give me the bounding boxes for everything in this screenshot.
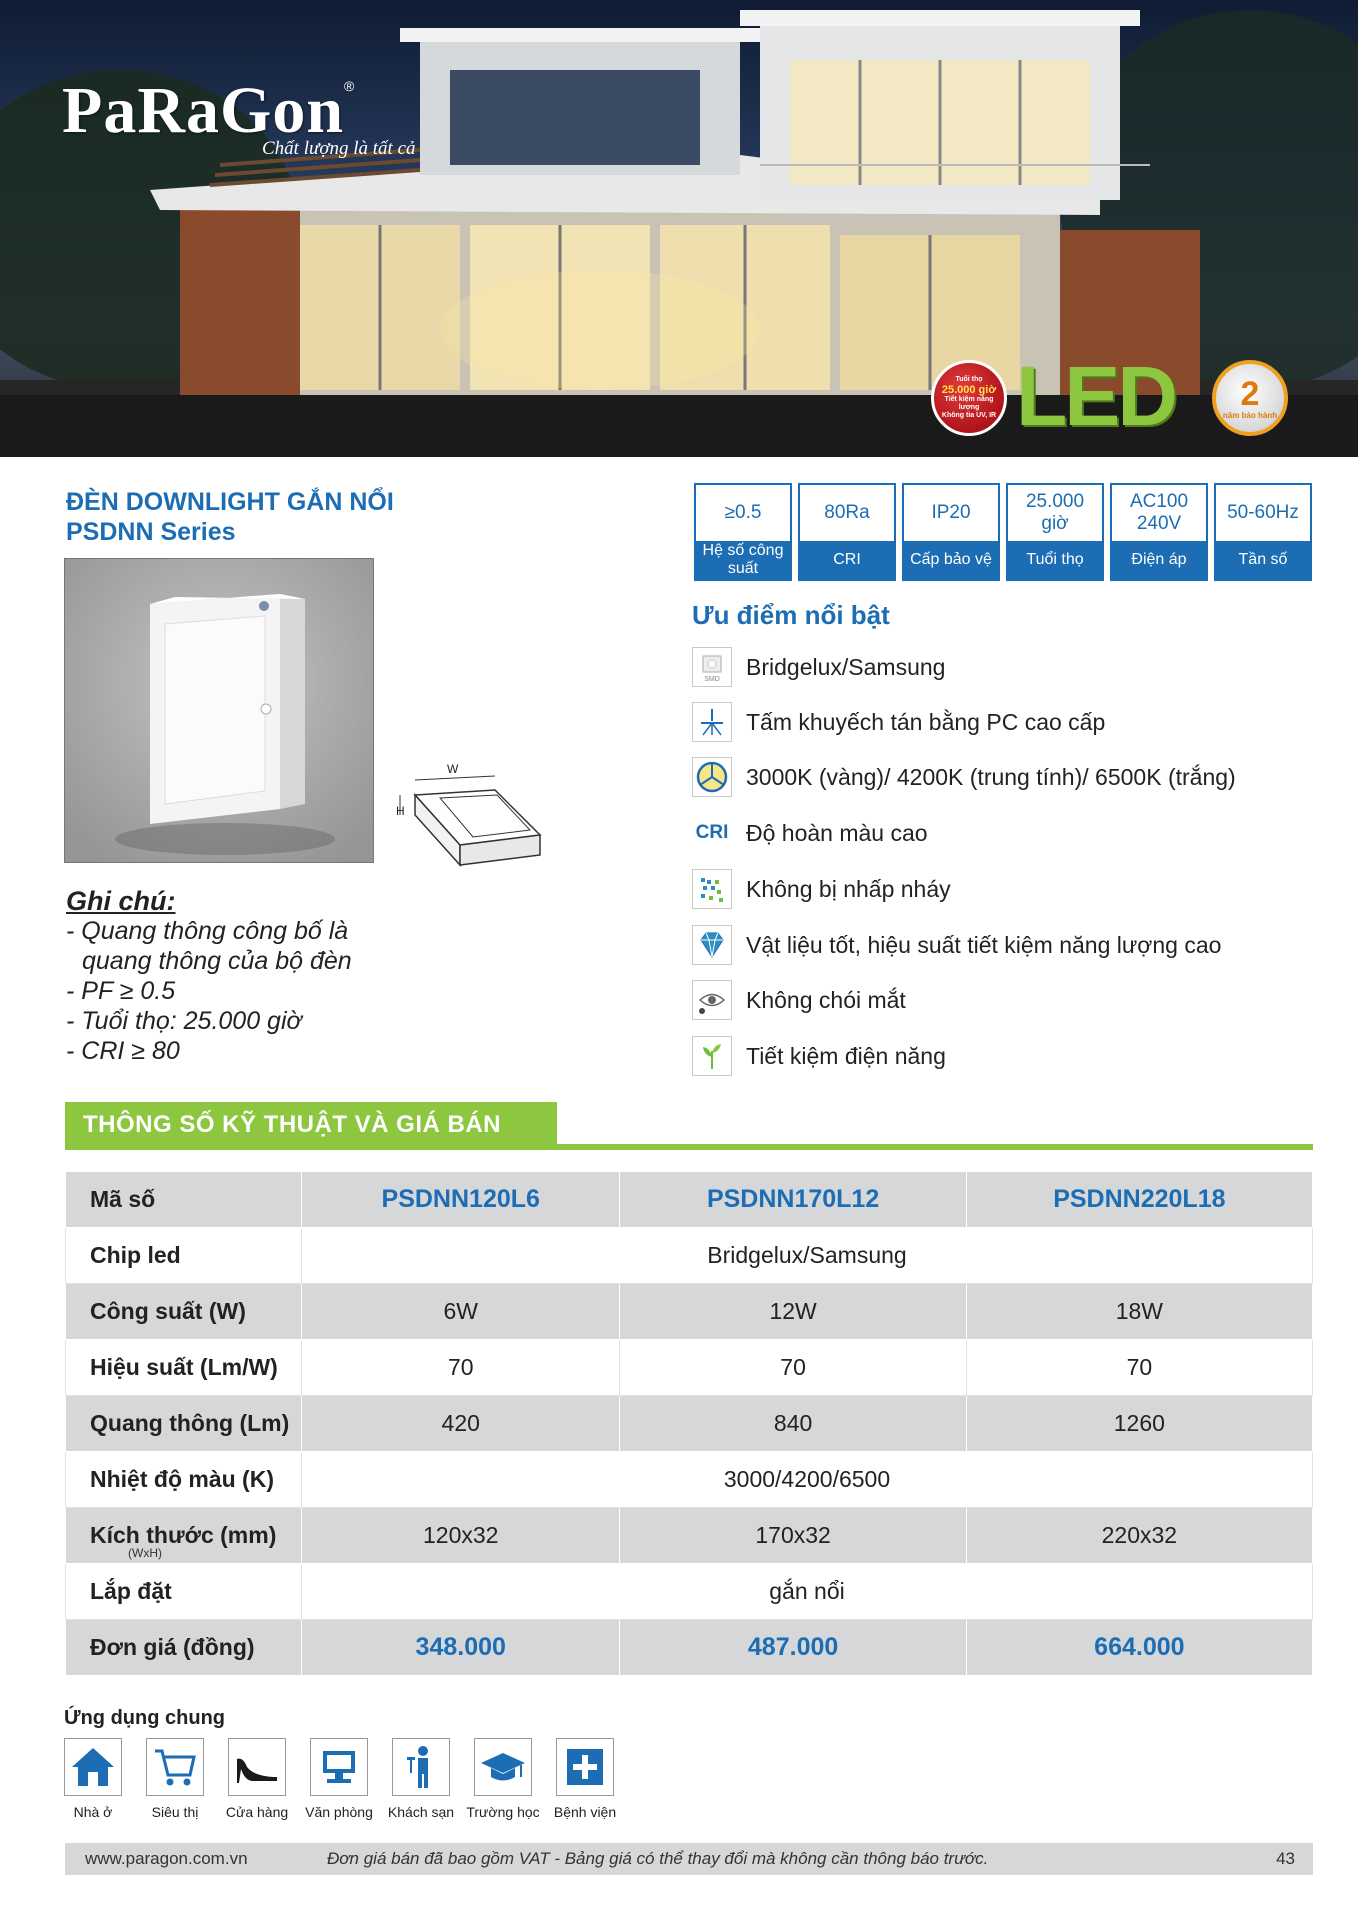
row-label-size	[66, 1508, 302, 1564]
cri-icon	[692, 813, 732, 853]
smd-caption: SMD	[704, 675, 720, 683]
model-code: PSDNN170L12	[620, 1172, 966, 1228]
spec-price-table	[65, 1171, 1313, 1676]
table-cell: 170x32	[620, 1508, 966, 1564]
cri-caption: CRI	[695, 822, 729, 843]
height-label: H	[396, 804, 405, 818]
application-label: Cửa hàng	[225, 1804, 289, 1820]
spec-box-label: Tuổi thọ	[1008, 541, 1102, 579]
footer-bar	[65, 1843, 1313, 1875]
led-logo: LED	[1016, 349, 1175, 443]
table-cell: 6W	[302, 1284, 620, 1340]
spec-box-label: Hệ số công suất	[696, 541, 790, 579]
lifetime-badge	[931, 360, 1007, 436]
application-label: Nhà ở	[73, 1804, 113, 1820]
feature-text: Tấm khuyếch tán bằng PC cao cấp	[746, 708, 1106, 735]
feature-text: Vật liệu tốt, hiệu suất tiết kiệm năng lượng cao	[746, 931, 1222, 958]
spec-box-ip	[902, 483, 1000, 581]
feature-item	[692, 701, 1342, 743]
spec-box-pf	[694, 483, 792, 581]
feature-item	[692, 924, 1342, 966]
lifetime-badge-line4: Không tia UV, IR	[941, 412, 997, 420]
price-cell: 348.000	[302, 1620, 620, 1676]
note-line: - Tuổi thọ: 25.000 giờ	[66, 1007, 302, 1035]
price-notice: Đơn giá bán đã bao gồm VAT - Bảng giá có thể thay đổi mà không cần thông báo trước.	[327, 1849, 989, 1868]
graduation-cap-icon	[474, 1738, 532, 1796]
application-item	[545, 1738, 625, 1820]
table-cell: 70	[966, 1340, 1312, 1396]
no-flicker-icon	[692, 869, 732, 909]
feature-text: 3000K (vàng)/ 4200K (trung tính)/ 6500K (trắng)	[746, 763, 1236, 790]
table-cell: 840	[620, 1396, 966, 1452]
plant-icon	[692, 1036, 732, 1076]
diffuser-icon	[692, 702, 732, 742]
row-label: Nhiệt độ màu (K)	[66, 1452, 302, 1508]
section-title: THÔNG SỐ KỸ THUẬT VÀ GIÁ BÁN	[65, 1102, 557, 1148]
table-row	[66, 1172, 1313, 1228]
table-cell: 1260	[966, 1396, 1312, 1452]
spec-box-life	[1006, 483, 1104, 581]
price-cell: 487.000	[620, 1620, 966, 1676]
row-label: Kích thước (mm)	[90, 1522, 277, 1548]
feature-text: Không chói mắt	[746, 986, 906, 1013]
feature-item	[692, 646, 1342, 688]
application-label: Bệnh viện	[553, 1804, 617, 1820]
note-line: quang thông của bộ đèn	[82, 947, 352, 975]
application-label: Văn phòng	[305, 1804, 373, 1820]
table-row	[66, 1340, 1313, 1396]
application-item	[463, 1738, 543, 1820]
lifetime-badge-line1: Tuổi thọ	[955, 375, 983, 383]
feature-text: Tiết kiệm điện năng	[746, 1042, 946, 1069]
feature-item	[692, 1035, 1342, 1077]
table-cell: 70	[620, 1340, 966, 1396]
table-cell: 420	[302, 1396, 620, 1452]
application-item	[217, 1738, 297, 1820]
width-label: W	[447, 762, 459, 776]
page-number: 43	[1276, 1849, 1295, 1868]
application-item	[299, 1738, 379, 1820]
diamond-icon	[692, 925, 732, 965]
row-label: Hiệu suất (Lm/W)	[66, 1340, 302, 1396]
price-cell: 664.000	[966, 1620, 1312, 1676]
table-cell: 18W	[966, 1284, 1312, 1340]
row-label: Công suất (W)	[66, 1284, 302, 1340]
table-row	[66, 1396, 1313, 1452]
spec-box-label: Tần số	[1216, 541, 1310, 579]
table-cell: 70	[302, 1340, 620, 1396]
feature-text: Không bị nhấp nháy	[746, 875, 951, 902]
paragon-logo	[62, 74, 416, 159]
feature-text: Độ hoàn màu cao	[746, 819, 928, 846]
bellhop-icon	[392, 1738, 450, 1796]
applications-title: Ứng dụng chung	[64, 1707, 225, 1729]
downlight-square-image	[65, 559, 374, 863]
feature-item	[692, 979, 1342, 1021]
row-label: Mã số	[66, 1172, 302, 1228]
application-item	[135, 1738, 215, 1820]
spec-box-value: IP20	[931, 502, 971, 524]
spec-box-frequency	[1214, 483, 1312, 581]
table-cell: 120x32	[302, 1508, 620, 1564]
color-temp-icon	[692, 757, 732, 797]
note-line: - Quang thông công bố là	[66, 917, 349, 945]
logo-tagline: Chất lượng là tất cả	[262, 138, 416, 159]
house-icon	[64, 1738, 122, 1796]
registered-mark: ®	[344, 78, 355, 94]
row-label: Chip led	[66, 1228, 302, 1284]
high-heel-icon	[228, 1738, 286, 1796]
feature-text: Bridgelux/Samsung	[746, 653, 946, 680]
table-row	[66, 1284, 1313, 1340]
row-label: Lắp đặt	[66, 1564, 302, 1620]
spec-box-label: Điện áp	[1112, 541, 1206, 579]
feature-item	[692, 868, 1342, 910]
table-cell: 220x32	[966, 1508, 1312, 1564]
spec-box-voltage	[1110, 483, 1208, 581]
spec-box-value: 80Ra	[824, 502, 870, 524]
application-item	[53, 1738, 133, 1820]
feature-item	[692, 812, 1342, 854]
table-cell: gắn nổi	[302, 1564, 1313, 1620]
table-cell: Bridgelux/Samsung	[302, 1228, 1313, 1284]
spec-box-label: CRI	[800, 541, 894, 579]
warranty-years: 2	[1240, 374, 1260, 413]
spec-box-value: AC100 240V	[1129, 491, 1189, 534]
lifetime-badge-line2: 25.000 giờ	[941, 383, 997, 396]
website-link[interactable]: www.paragon.com.vn	[85, 1849, 248, 1868]
note-line: - CRI ≥ 80	[66, 1037, 180, 1065]
table-row	[66, 1620, 1313, 1676]
application-label: Khách sạn	[387, 1804, 455, 1820]
logo-wordmark: PaRaGon	[62, 74, 345, 147]
table-row	[66, 1228, 1313, 1284]
spec-highlight-boxes	[694, 483, 1312, 581]
smd-chip-icon	[692, 647, 732, 687]
row-label: Đơn giá (đồng)	[66, 1620, 302, 1676]
table-row	[66, 1508, 1313, 1564]
cart-icon	[146, 1738, 204, 1796]
dimension-drawing	[385, 760, 545, 875]
product-series: PSDNN Series	[66, 518, 236, 546]
notes-block	[66, 886, 352, 1066]
feature-item	[692, 756, 1342, 798]
spec-box-value: 25.000 giờ	[1025, 491, 1085, 534]
features-title: Ưu điểm nổi bật	[692, 600, 890, 630]
lifetime-badge-line3: Tiết kiệm năng lượng	[944, 396, 994, 412]
application-label: Siêu thị	[151, 1804, 199, 1820]
hero-banner	[0, 0, 1358, 457]
medical-cross-icon	[556, 1738, 614, 1796]
eye-icon	[692, 980, 732, 1020]
table-cell: 12W	[620, 1284, 966, 1340]
warranty-badge	[1212, 360, 1288, 436]
application-item	[381, 1738, 461, 1820]
table-row	[66, 1452, 1313, 1508]
row-sub-label: (WxH)	[128, 1546, 162, 1560]
warranty-text: năm bảo hành	[1222, 410, 1278, 420]
table-cell: 3000/4200/6500	[302, 1452, 1313, 1508]
product-title: ĐÈN DOWNLIGHT GẮN NỔI	[66, 488, 394, 516]
application-label: Trường học	[466, 1804, 540, 1820]
notes-title: Ghi chú:	[66, 886, 176, 916]
spec-box-cri	[798, 483, 896, 581]
computer-icon	[310, 1738, 368, 1796]
model-code: PSDNN120L6	[302, 1172, 620, 1228]
row-label: Quang thông (Lm)	[66, 1396, 302, 1452]
note-line: - PF ≥ 0.5	[66, 977, 176, 1005]
spec-box-label: Cấp bảo vệ	[904, 541, 998, 579]
spec-box-value: 50-60Hz	[1227, 502, 1299, 524]
product-photo	[64, 558, 374, 863]
spec-box-value: ≥0.5	[724, 502, 762, 524]
table-row	[66, 1564, 1313, 1620]
model-code: PSDNN220L18	[966, 1172, 1312, 1228]
